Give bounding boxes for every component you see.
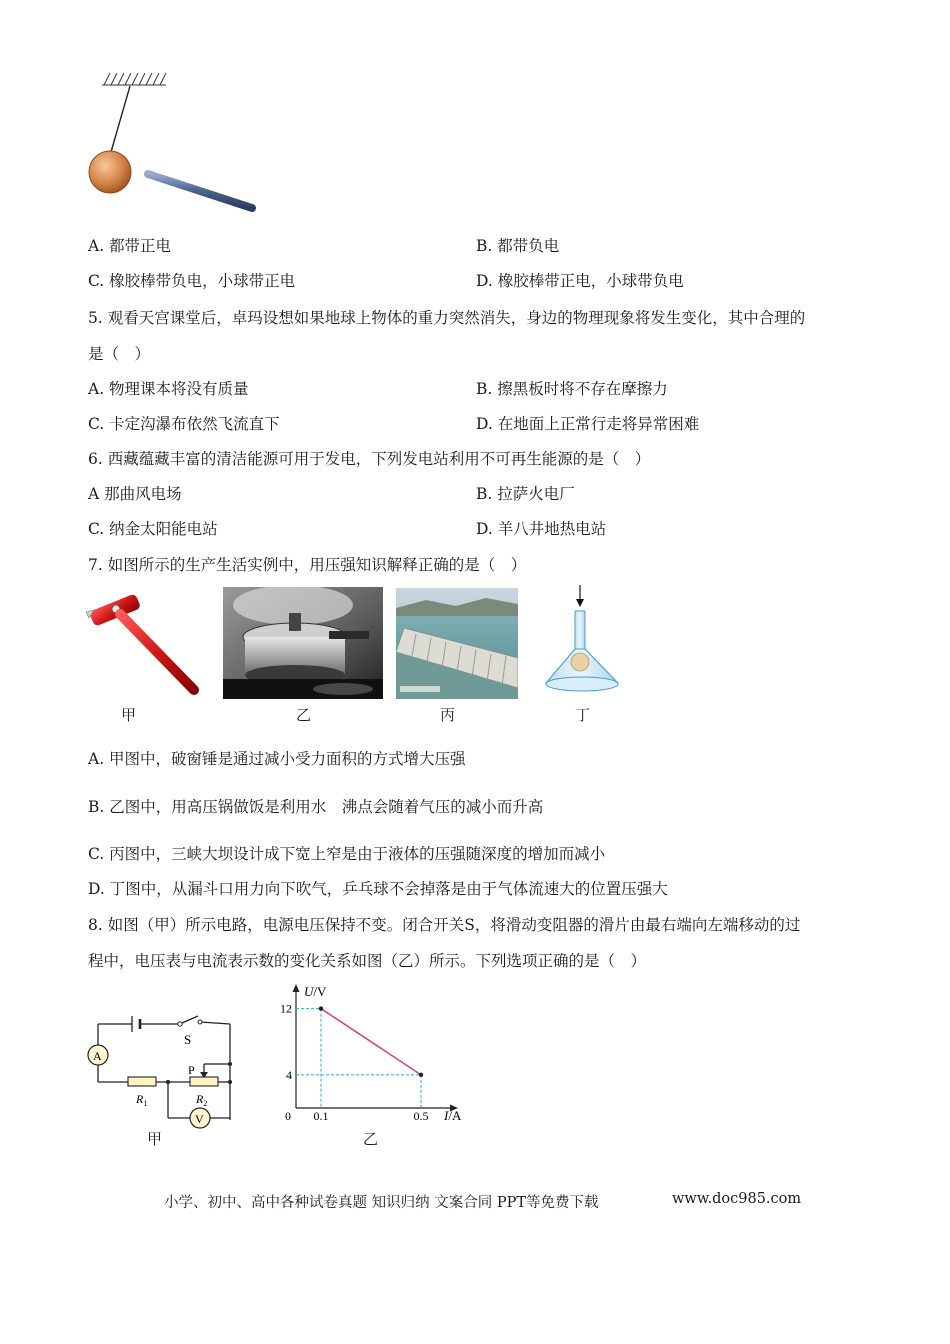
q7-figure-hammer bbox=[86, 590, 206, 700]
q8-caption-jia: 甲 bbox=[147, 1130, 163, 1148]
q4-option-b[interactable]: B. 都带负电 bbox=[476, 237, 560, 255]
footer-text-left: 小学、初中、高中各种试卷真题 知识归纳 文案合同 PPT等免费下载 bbox=[164, 1195, 599, 1211]
q8-circuit-diagram bbox=[80, 1008, 250, 1148]
y-axis-label bbox=[304, 984, 327, 999]
rubber-rod bbox=[148, 174, 252, 208]
q4-option-a[interactable]: A. 都带正电 bbox=[88, 237, 172, 255]
x-tick-label: 0.1 bbox=[313, 1109, 329, 1123]
q5-option-b[interactable]: B. 擦黑板时将不存在摩擦力 bbox=[476, 380, 668, 398]
switch-label: S bbox=[184, 1032, 192, 1047]
ceiling-hatch bbox=[102, 73, 166, 85]
q8-chart-caption: 乙 bbox=[363, 1130, 379, 1148]
q7-option-c[interactable]: C. 丙图中，三峡大坝设计成下宽上窄是由于液体的压强随深度的增加而减小 bbox=[88, 845, 606, 863]
resistor-r2 bbox=[190, 1077, 218, 1086]
ammeter-label: A bbox=[93, 1049, 102, 1063]
q7-caption-yi: 乙 bbox=[296, 706, 312, 724]
q7-figure-pressure-cooker bbox=[223, 587, 383, 699]
data-point bbox=[319, 1006, 323, 1010]
r2-letter: R bbox=[196, 1092, 204, 1106]
q6-option-d[interactable]: D. 羊八井地热电站 bbox=[476, 520, 607, 538]
q5-option-c[interactable]: C. 卡定沟瀑布依然飞流直下 bbox=[88, 415, 280, 433]
q6-option-c[interactable]: C. 纳金太阳能电站 bbox=[88, 520, 218, 538]
footer-link[interactable]: www.doc985.com bbox=[672, 1191, 802, 1207]
r1-subscript: 1 bbox=[143, 1099, 148, 1108]
y-axis-symbol: U bbox=[304, 984, 314, 999]
charged-ball bbox=[89, 151, 131, 193]
q7-caption-jia: 甲 bbox=[121, 706, 137, 724]
ping-pong-ball bbox=[571, 653, 589, 671]
q7-option-b[interactable]: B. 乙图中，用高压锅做饭是利用水 沸点会随着气压的减小而升高 bbox=[88, 798, 544, 816]
q8-stem-line2: 程中，电压表与电流表示数的变化关系如图（乙）所示。下列选项正确的是（ ） bbox=[88, 952, 647, 970]
q4-figure-pendulum bbox=[80, 68, 270, 218]
y-axis-arrow bbox=[293, 984, 300, 992]
q6-option-a[interactable]: A 那曲风电场 bbox=[88, 485, 182, 503]
pendulum-string bbox=[111, 86, 130, 152]
q8-ui-chart bbox=[276, 980, 466, 1130]
r2-subscript: 2 bbox=[203, 1099, 208, 1108]
series-line bbox=[321, 1009, 421, 1075]
cooker-valve bbox=[289, 613, 301, 631]
q7-caption-bing: 丙 bbox=[440, 706, 456, 724]
q7-figure-funnel bbox=[540, 583, 626, 695]
y-tick-label: 4 bbox=[286, 1067, 292, 1082]
q6-option-b[interactable]: B. 拉萨火电厂 bbox=[476, 485, 575, 503]
q8-stem-line1: 8. 如图（甲）所示电路，电源电压保持不变。闭合开关S，将滑动变阻器的滑片由最右端向左端移动的过 bbox=[88, 916, 801, 934]
q5-stem-line2: 是（ ） bbox=[88, 345, 151, 363]
hammer-handle bbox=[120, 614, 194, 690]
y-tick-label: 12 bbox=[280, 1001, 292, 1016]
q7-stem: 7. 如图所示的生产生活实例中，用压强知识解释正确的是（ ） bbox=[88, 556, 527, 574]
r1-letter: R bbox=[136, 1092, 144, 1106]
q5-stem-line1: 5. 观看天宫课堂后，卓玛设想如果地球上物体的重力突然消失，身边的物理现象将发生变化，其中合理的 bbox=[88, 309, 806, 327]
x-axis-label bbox=[443, 1108, 462, 1123]
switch-blade bbox=[182, 1016, 198, 1023]
r2-label bbox=[195, 1092, 207, 1108]
slider-label: P bbox=[188, 1063, 195, 1077]
resistor-r1 bbox=[128, 1077, 156, 1086]
q5-option-d[interactable]: D. 在地面上正常行走将异常困难 bbox=[476, 415, 700, 433]
q6-stem: 6. 西藏蕴藏丰富的清洁能源可用于发电，下列发电站利用不可再生能源的是（ ） bbox=[88, 450, 651, 468]
q7-option-d[interactable]: D. 丁图中，从漏斗口用力向下吹气，乒乓球不会掉落是由于气体流速大的位置压强大 bbox=[88, 880, 668, 898]
q5-option-a[interactable]: A. 物理课本将没有质量 bbox=[88, 380, 249, 398]
q4-option-c[interactable]: C. 橡胶棒带负电，小球带正电 bbox=[88, 272, 296, 290]
voltmeter-label: V bbox=[195, 1112, 204, 1126]
origin-label: 0 bbox=[285, 1109, 291, 1123]
q4-option-d[interactable]: D. 橡胶棒带正电，小球带负电 bbox=[476, 272, 684, 290]
funnel-neck bbox=[575, 611, 585, 651]
q7-figure-dam bbox=[396, 588, 518, 699]
x-axis-symbol: I bbox=[444, 1108, 449, 1123]
x-axis-unit: /A bbox=[448, 1108, 462, 1123]
q7-option-a[interactable]: A. 甲图中，破窗锤是通过减小受力面积的方式增大压强 bbox=[88, 750, 466, 768]
x-tick-label: 0.5 bbox=[413, 1109, 429, 1123]
q7-caption-ding: 丁 bbox=[575, 706, 591, 724]
r1-label bbox=[135, 1092, 147, 1108]
y-axis-unit: /V bbox=[313, 984, 327, 999]
data-point bbox=[419, 1073, 423, 1077]
